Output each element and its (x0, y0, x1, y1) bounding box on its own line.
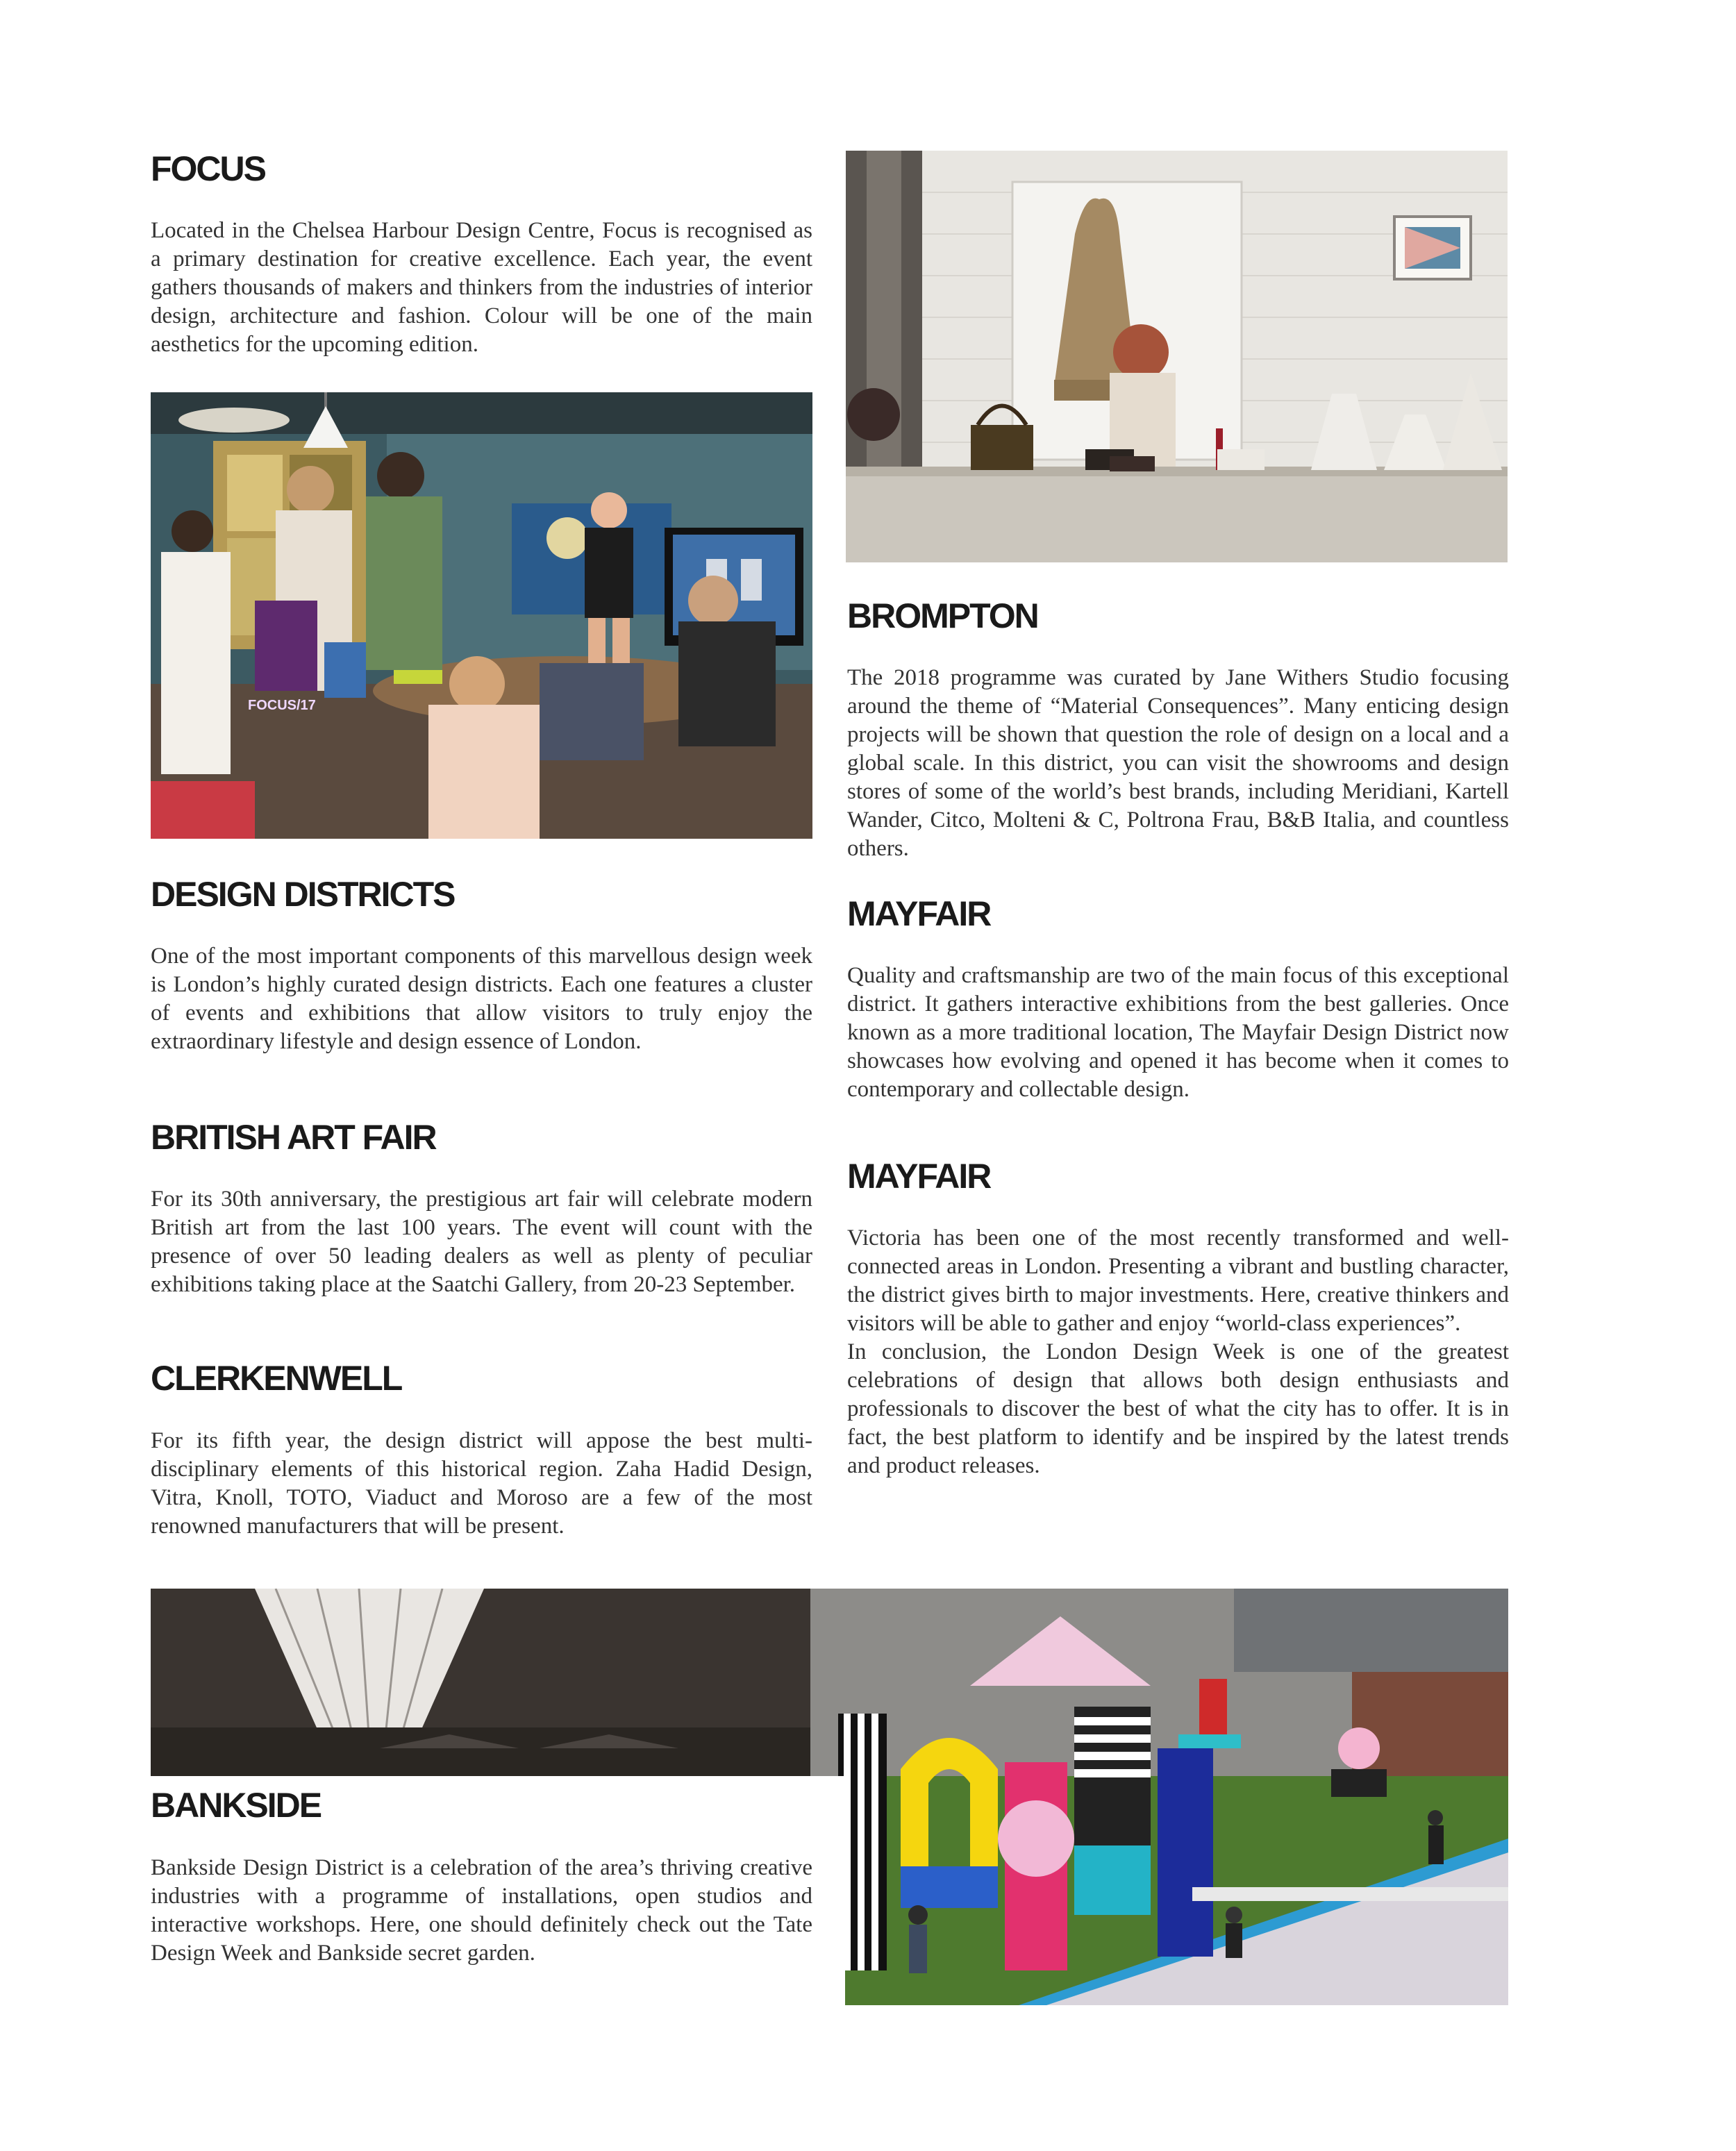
brompton-body: The 2018 programme was curated by Jane Withers Studio focusing around the theme of “Material Consequences”. Many enticing design projects will be shown that question the role of design on a local and a global scale. In this district, you can visit the showrooms and design stores of some of the world’s best brands, including Meridiani, Kartell Wander, Citco, Molteni & C, Poltrona Frau, B&B Italia, and countless others. (847, 665, 1509, 861)
british-art-fair-heading: BRITISH ART FAIR (151, 1118, 436, 1157)
focus-photo (151, 392, 812, 839)
design-districts-body: One of the most important components of this marvellous design week is London’s highly curated design districts. Each one features a cluster of events and exhibitions that allow visitors to truly enjoy the extraordinary lifestyle and design essence of London. (151, 944, 812, 1054)
mayfair-heading: MAYFAIR (847, 894, 991, 933)
mayfair-body: Quality and craftsmanship are two of the main focus of this exceptional district. It gathers interactive exhibitions from the best galleries. Once known as a more traditional location, The Mayfair Design District now showcases how evolving and opened it has become when it comes to contemporary and collectable design. (847, 963, 1509, 1102)
british-art-fair-body: For its 30th anniversary, the prestigious art fair will celebrate modern British art from the last 100 years. The event will count with the presence of over 50 leading dealers as well as plenty of peculiar exhibitions taking place at the Saatchi Gallery, from 20-23 September. (151, 1187, 812, 1297)
focus-bag-label: FOCUS/17 (248, 698, 316, 713)
focus-body: Located in the Chelsea Harbour Design Centre, Focus is recognised as a primary destination for creative excellence. Each year, the event gathers thousands of makers and thinkers from the industries of interior design, architecture and fashion. Colour will be one of the main aesthetics for the upcoming edition. (151, 218, 812, 357)
mayfair-2-heading: MAYFAIR (847, 1157, 991, 1196)
bankside-heading: BANKSIDE (151, 1786, 322, 1825)
mayfair-2-body (847, 1224, 1509, 1480)
brompton-heading: BROMPTON (847, 596, 1038, 635)
mayfair-2-paragraph-2: In conclusion, the London Design Week is one of the greatest celebrations of design that allows both design enthusiasts and professionals to discover the best of what the city has to offer. It is in fact, the best platform to identify and be inspired by the latest trends and product releases. (847, 1339, 1509, 1478)
bankside-body: Bankside Design District is a celebration of the area’s thriving creative industries with a programme of installations, open studios and interactive workshops. Here, one should definitely check out the Tate Design Week and Bankside secret garden. (151, 1855, 812, 1966)
clerkenwell-heading: CLERKENWELL (151, 1359, 402, 1398)
clerkenwell-body: For its fifth year, the design district will appose the best multi-disciplinary elements of this historical region. Zaha Hadid Design, Vitra, Knoll, TOTO, Viaduct and Moroso are a few of the most renowned manufacturers that will be present. (151, 1428, 812, 1539)
design-districts-heading: DESIGN DISTRICTS (151, 875, 455, 914)
mayfair-2-paragraph-1: Victoria has been one of the most recently transformed and well-connected areas in London. Presenting a vibrant and bustling character, the district gives birth to major investments. Here, creative thinkers and visitors will be able to gather and enjoy “world-class experiences”. (847, 1225, 1509, 1336)
focus-heading: FOCUS (151, 149, 265, 188)
brompton-photo (846, 151, 1508, 562)
